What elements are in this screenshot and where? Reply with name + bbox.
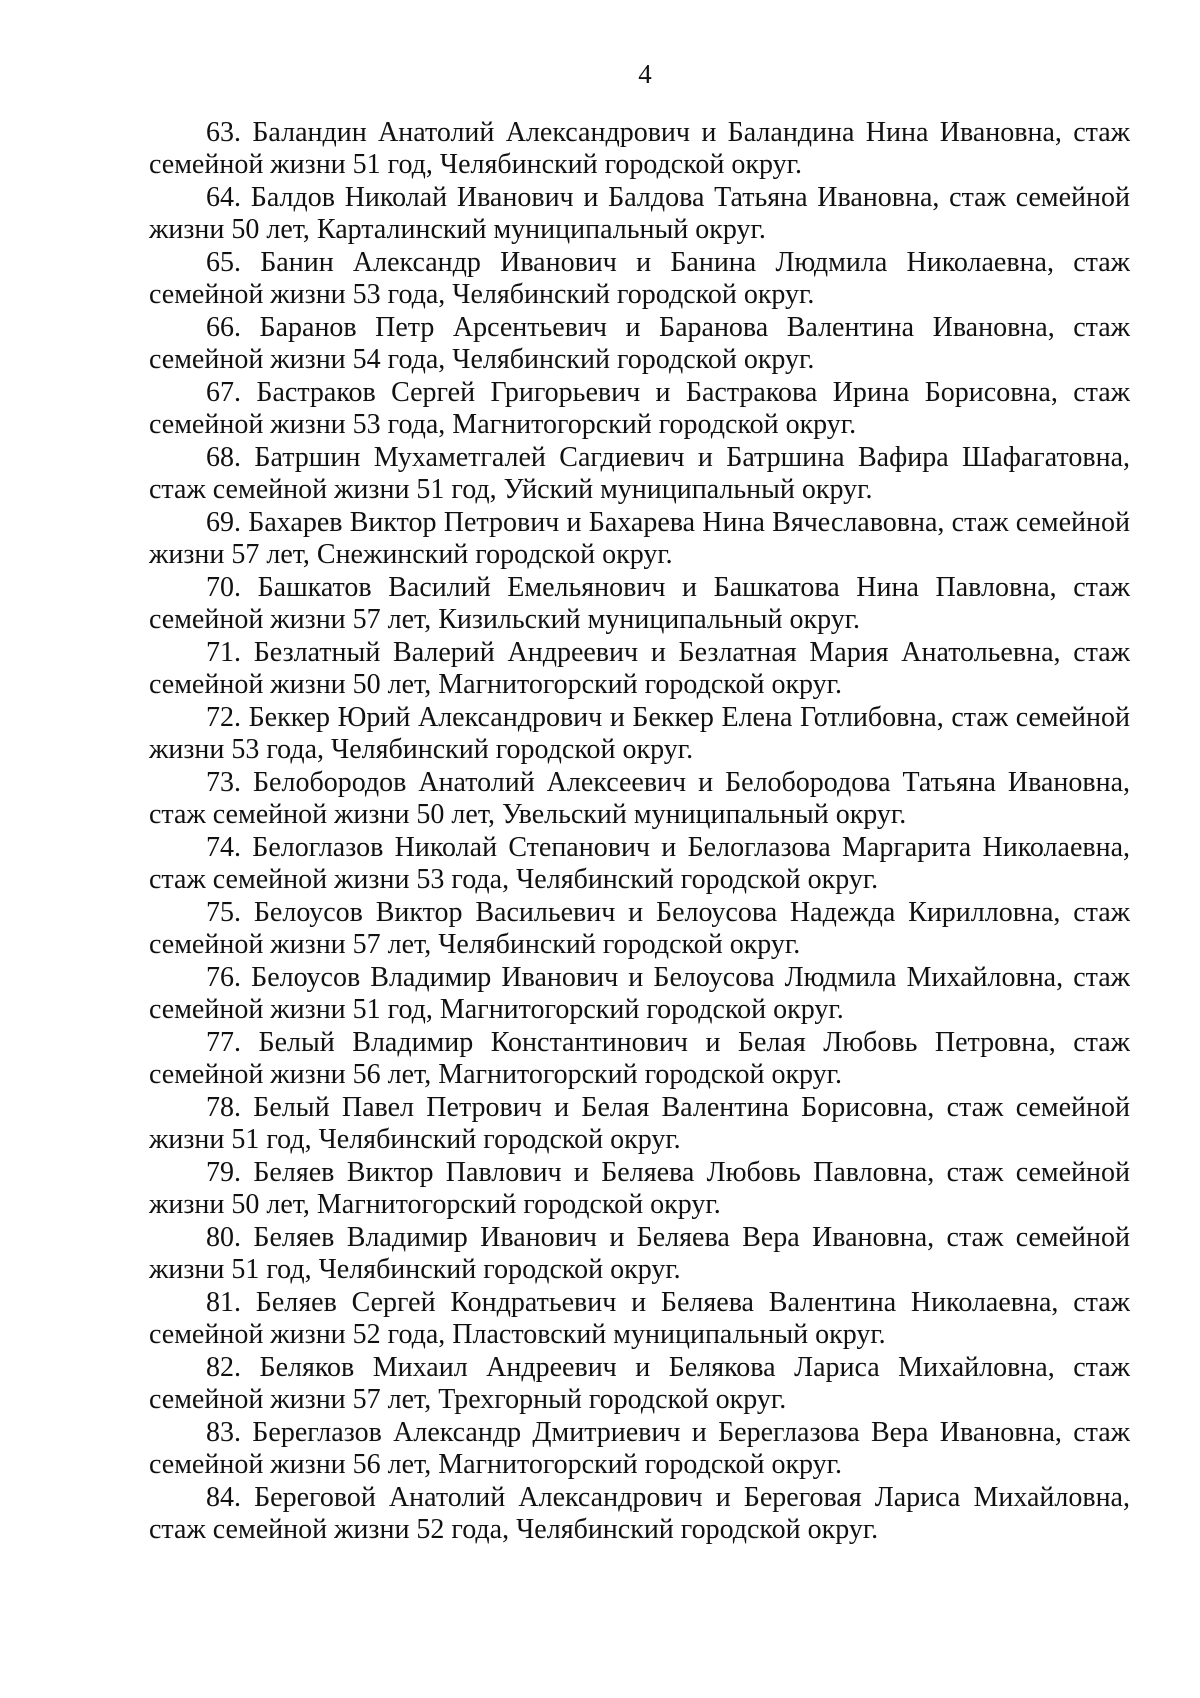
list-item: 72. Беккер Юрий Александрович и Беккер Елена Готлибовна, стаж семейной жизни 53 года, Челябинский городской округ. — [149, 702, 1130, 765]
list-item: 79. Беляев Виктор Павлович и Беляева Любовь Павловна, стаж семейной жизни 50 лет, Магнитогорский городской округ. — [149, 1157, 1130, 1220]
list-item: 70. Башкатов Василий Емельянович и Башкатова Нина Павловна, стаж семейной жизни 57 лет, Кизильский муниципальный округ. — [149, 572, 1130, 635]
list-item: 78. Белый Павел Петрович и Белая Валентина Борисовна, стаж семейной жизни 51 год, Челябинский городской округ. — [149, 1092, 1130, 1155]
list-item: 66. Баранов Петр Арсентьевич и Баранова Валентина Ивановна, стаж семейной жизни 54 года, Челябинский городской округ. — [149, 312, 1130, 375]
list-item: 83. Береглазов Александр Дмитриевич и Береглазова Вера Ивановна, стаж семейной жизни 56 лет, Магнитогорский городской округ. — [149, 1417, 1130, 1480]
list-item: 77. Белый Владимир Константинович и Белая Любовь Петровна, стаж семейной жизни 56 лет, Магнитогорский городской округ. — [149, 1027, 1130, 1090]
page-number: 4 — [638, 59, 652, 89]
list-item: 63. Баландин Анатолий Александрович и Баландина Нина Ивановна, стаж семейной жизни 51 год, Челябинский городской округ. — [149, 117, 1130, 180]
list-item: 69. Бахарев Виктор Петрович и Бахарева Нина Вячеславовна, стаж семейной жизни 57 лет, Снежинский городской округ. — [149, 507, 1130, 570]
list-item: 82. Беляков Михаил Андреевич и Белякова Лариса Михайловна, стаж семейной жизни 57 лет, Трехгорный городской округ. — [149, 1352, 1130, 1415]
list-item: 74. Белоглазов Николай Степанович и Белоглазова Маргарита Николаевна, стаж семейной жизни 53 года, Челябинский городской округ. — [149, 832, 1130, 895]
list-item: 64. Балдов Николай Иванович и Балдова Татьяна Ивановна, стаж семейной жизни 50 лет, Карталинский муниципальный округ. — [149, 182, 1130, 245]
list-item: 65. Банин Александр Иванович и Банина Людмила Николаевна, стаж семейной жизни 53 года, Челябинский городской округ. — [149, 247, 1130, 310]
list-item: 68. Батршин Мухаметгалей Сагдиевич и Батршина Вафира Шафагатовна, стаж семейной жизни 51 год, Уйский муниципальный округ. — [149, 442, 1130, 505]
list-item: 73. Белобородов Анатолий Алексеевич и Белобородова Татьяна Ивановна, стаж семейной жизни 50 лет, Увельский муниципальный округ. — [149, 767, 1130, 830]
list-item: 75. Белоусов Виктор Васильевич и Белоусова Надежда Кирилловна, стаж семейной жизни 57 лет, Челябинский городской округ. — [149, 897, 1130, 960]
list-item: 71. Безлатный Валерий Андреевич и Безлатная Мария Анатольевна, стаж семейной жизни 50 лет, Магнитогорский городской округ. — [149, 637, 1130, 700]
entry-list — [149, 117, 1130, 1547]
list-item: 76. Белоусов Владимир Иванович и Белоусова Людмила Михайловна, стаж семейной жизни 51 год, Магнитогорский городской округ. — [149, 962, 1130, 1025]
list-item: 81. Беляев Сергей Кондратьевич и Беляева Валентина Николаевна, стаж семейной жизни 52 года, Пластовский муниципальный округ. — [149, 1287, 1130, 1350]
list-item: 80. Беляев Владимир Иванович и Беляева Вера Ивановна, стаж семейной жизни 51 год, Челябинский городской округ. — [149, 1222, 1130, 1285]
list-item: 84. Береговой Анатолий Александрович и Береговая Лариса Михайловна, стаж семейной жизни 52 года, Челябинский городской округ. — [149, 1482, 1130, 1545]
list-item: 67. Бастраков Сергей Григорьевич и Бастракова Ирина Борисовна, стаж семейной жизни 53 года, Магнитогорский городской округ. — [149, 377, 1130, 440]
